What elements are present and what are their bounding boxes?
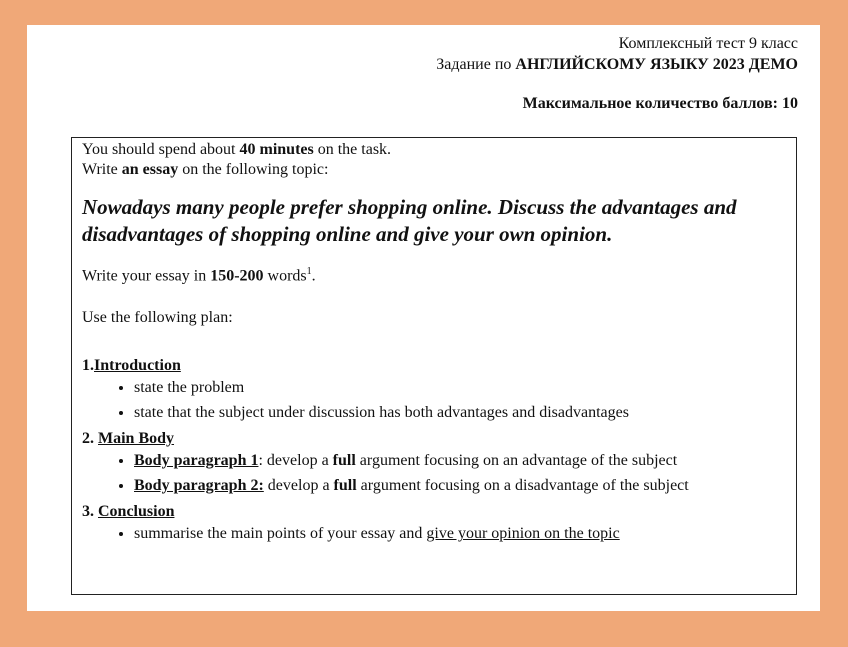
header-subject [436, 54, 798, 75]
header-subject-bold: АНГЛИЙСКОМУ ЯЗЫКУ 2023 ДЕМО [515, 56, 798, 73]
section-title: Conclusion [98, 503, 175, 521]
item-bold: full [332, 452, 356, 470]
words-prefix: Write your essay in [82, 267, 211, 285]
section-title: Main Body [98, 430, 175, 448]
word-count-instruction [82, 262, 786, 286]
section-number: 2. [82, 430, 98, 448]
section-title: Introduction [94, 357, 181, 375]
list-item [134, 524, 786, 544]
conclusion-list [82, 524, 786, 544]
words-bold: 150-200 [210, 267, 264, 285]
body-paragraph-label: Body paragraph 1 [134, 452, 259, 470]
header-test-title: Комплексный тест 9 класс [618, 35, 798, 52]
write-suffix: on the following topic: [178, 161, 329, 178]
header-subject-prefix: Задание по [436, 56, 516, 73]
list-item [134, 451, 786, 471]
section-introduction [82, 356, 786, 376]
section-number: 1. [82, 357, 94, 375]
time-bold: 40 minutes [239, 141, 314, 158]
words-suffix: words [263, 267, 307, 285]
document-page [27, 25, 820, 611]
words-end: . [311, 267, 316, 285]
time-suffix: on the task. [313, 141, 392, 158]
write-bold: an essay [121, 161, 179, 178]
item-underlined: give your opinion on the topic [426, 525, 620, 543]
time-prefix: You should spend about [82, 141, 240, 158]
essay-topic: Nowadays many people prefer shopping online. Discuss the advantages and disadvantages of shopping online and give your own opinion. [82, 195, 737, 246]
item-bold: full [333, 477, 357, 495]
list-item [134, 476, 786, 496]
footnote-marker: 1 [306, 266, 312, 277]
section-conclusion [82, 502, 786, 522]
item-text: argument focusing on an advantage of the subject [355, 452, 678, 470]
section-main-body [82, 429, 786, 449]
list-item: • state the problem [134, 378, 786, 398]
task-box [71, 137, 797, 595]
plan-intro: Use the following plan: [82, 309, 233, 327]
item-text: argument focusing on a disadvantage of the subject [356, 477, 689, 495]
list-item: • state that the subject under discussion has both advantages and disadvantages [134, 403, 786, 423]
max-score: Максимальное количество баллов: 10 [522, 95, 798, 112]
main-body-list [82, 451, 786, 496]
body-paragraph-label: Body paragraph 2: [134, 477, 264, 495]
write-instruction [82, 160, 786, 180]
item-text: : develop a [258, 452, 333, 470]
item-text: develop a [263, 477, 334, 495]
item-text: summarise the main points of your essay and [134, 525, 427, 543]
section-number: 3. [82, 503, 98, 521]
time-instruction [82, 140, 786, 160]
write-prefix: Write [82, 161, 122, 178]
document-header [436, 33, 798, 75]
introduction-list [82, 378, 786, 423]
